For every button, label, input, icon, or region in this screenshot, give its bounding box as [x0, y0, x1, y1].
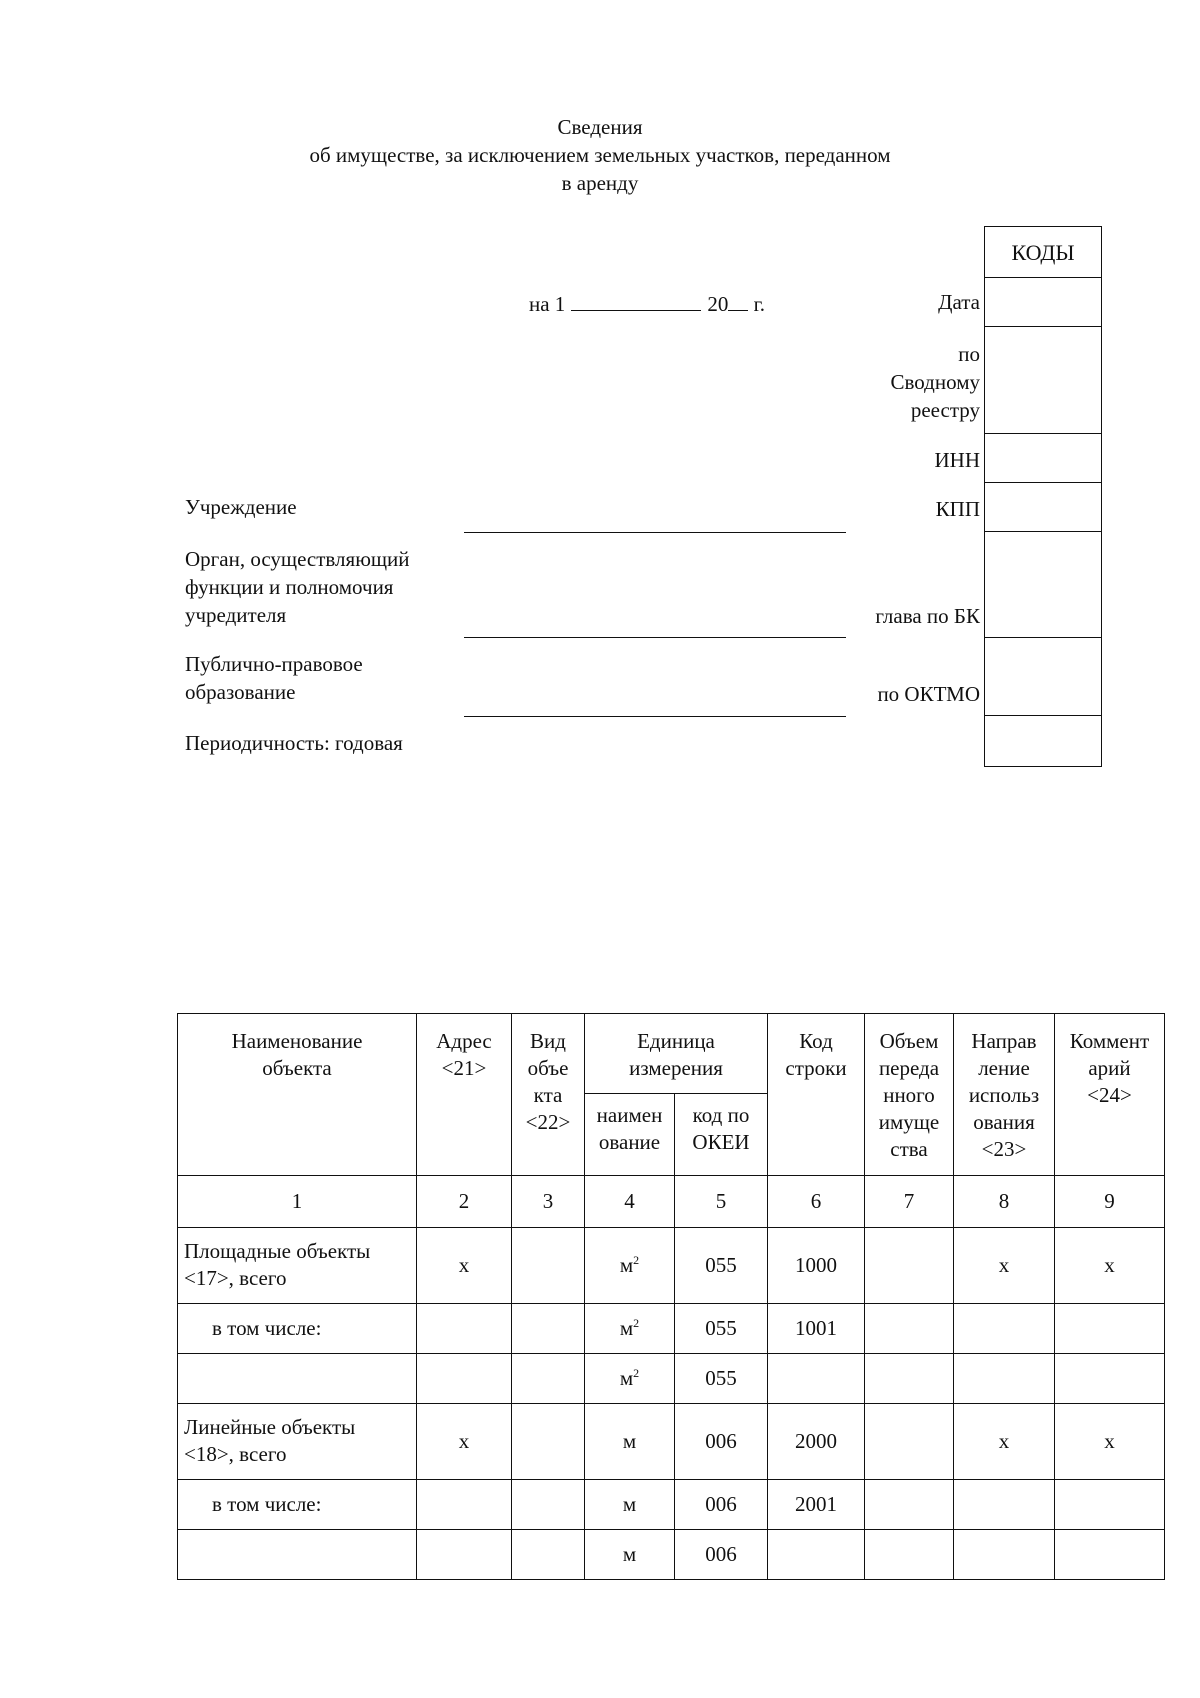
year-prefix: 20 — [707, 292, 729, 316]
row-okei: 055 — [675, 1354, 768, 1404]
header-name — [178, 1014, 417, 1176]
public-entity-label — [185, 650, 363, 706]
row-address: х — [417, 1404, 512, 1480]
row-volume[interactable] — [865, 1404, 954, 1480]
public-entity-label-line-1: Публично-правовое — [185, 652, 363, 676]
year-blank[interactable] — [728, 290, 748, 311]
code-cell-oktmo[interactable] — [985, 638, 1101, 716]
row-direction[interactable] — [954, 1480, 1055, 1530]
code-cell-date[interactable] — [985, 278, 1101, 327]
header-volume — [865, 1014, 954, 1176]
header-direction-line-2: ление — [978, 1056, 1030, 1080]
column-number: 2 — [417, 1176, 512, 1228]
row-name-line-2: <17>, всего — [184, 1266, 287, 1290]
row-okei: 006 — [675, 1530, 768, 1580]
codes-box — [984, 226, 1102, 767]
unit-text: м — [619, 1253, 634, 1277]
column-numbers-row — [178, 1176, 1165, 1228]
row-direction: х — [954, 1404, 1055, 1480]
row-okei: 006 — [675, 1404, 768, 1480]
row-code: 1000 — [768, 1228, 865, 1304]
header-type-line-1: Вид — [530, 1029, 566, 1053]
row-volume[interactable] — [865, 1228, 954, 1304]
header-unit-line-1: Единица — [637, 1029, 715, 1053]
row-object-type[interactable] — [512, 1228, 585, 1304]
unit-superscript: 2 — [633, 1253, 640, 1267]
column-number: 6 — [768, 1176, 865, 1228]
header-direction-line-3: использ — [968, 1083, 1040, 1107]
code-cell-periodicity[interactable] — [985, 716, 1101, 766]
header-unit-name-line-2: ование — [598, 1130, 661, 1154]
row-unit — [585, 1228, 675, 1304]
column-number: 4 — [585, 1176, 675, 1228]
row-direction: х — [954, 1228, 1055, 1304]
title-line-3: в аренду — [561, 171, 639, 195]
header-direction-line-5: <23> — [981, 1137, 1027, 1161]
row-object-type[interactable] — [512, 1530, 585, 1580]
header-comment-line-1: Коммент — [1069, 1029, 1150, 1053]
date-blank[interactable] — [571, 290, 701, 311]
row-comment[interactable] — [1055, 1354, 1165, 1404]
founder-label — [185, 545, 410, 629]
header-unit-line-2: измерения — [629, 1056, 723, 1080]
institution-label: Учреждение — [185, 495, 297, 519]
row-volume[interactable] — [865, 1480, 954, 1530]
header-object-type — [512, 1014, 585, 1176]
row-okei: 006 — [675, 1480, 768, 1530]
row-object-type[interactable] — [512, 1480, 585, 1530]
founder-label-line-3: учредителя — [185, 603, 287, 627]
header-code-line-1: Код — [799, 1029, 833, 1053]
row-name-line-1: Площадные объекты — [184, 1239, 371, 1263]
row-unit: м — [585, 1530, 675, 1580]
row-volume[interactable] — [865, 1354, 954, 1404]
row-unit — [585, 1354, 675, 1404]
row-okei: 055 — [675, 1304, 768, 1354]
founder-field[interactable] — [464, 637, 846, 638]
column-number: 5 — [675, 1176, 768, 1228]
row-code[interactable] — [768, 1354, 865, 1404]
codes-header: КОДЫ — [985, 227, 1101, 278]
header-volume-line-2: переда — [878, 1056, 940, 1080]
header-direction-line-4: ования — [973, 1110, 1035, 1134]
public-entity-field[interactable] — [464, 716, 846, 717]
row-code: 2001 — [768, 1480, 865, 1530]
unit-superscript: 2 — [633, 1366, 640, 1380]
row-comment[interactable] — [1055, 1304, 1165, 1354]
row-name-line-2: <18>, всего — [184, 1442, 287, 1466]
row-unit — [585, 1304, 675, 1354]
header-unit — [585, 1014, 768, 1094]
chapter-bk-label: глава по БК — [875, 604, 980, 628]
institution-field[interactable] — [464, 532, 846, 533]
registry-label-line-2: Сводному — [890, 370, 980, 394]
column-number: 8 — [954, 1176, 1055, 1228]
row-unit: м — [585, 1480, 675, 1530]
row-direction[interactable] — [954, 1354, 1055, 1404]
unit-superscript: 2 — [633, 1316, 640, 1330]
header-type-line-4: <22> — [525, 1110, 571, 1134]
table-header-row — [178, 1014, 1165, 1094]
row-address[interactable] — [417, 1530, 512, 1580]
header-volume-line-5: ства — [890, 1137, 928, 1161]
column-number: 7 — [865, 1176, 954, 1228]
unit-text: м — [619, 1366, 634, 1390]
row-direction[interactable] — [954, 1304, 1055, 1354]
period-prefix: на 1 — [529, 292, 566, 316]
row-object-type[interactable] — [512, 1304, 585, 1354]
row-volume[interactable] — [865, 1530, 954, 1580]
title-line-2: об имуществе, за исключением земельных участков, переданном — [309, 143, 891, 167]
row-name[interactable] — [178, 1354, 417, 1404]
header-address — [417, 1014, 512, 1176]
property-table — [177, 1013, 1165, 1580]
row-unit: м — [585, 1404, 675, 1480]
header-comment-line-3: <24> — [1087, 1083, 1132, 1107]
column-number: 9 — [1055, 1176, 1165, 1228]
registry-label — [800, 340, 980, 424]
header-volume-line-4: имуще — [878, 1110, 940, 1134]
report-date-line — [529, 290, 765, 317]
header-unit-name — [585, 1094, 675, 1176]
row-name — [178, 1404, 417, 1480]
code-cell-chapter-bk[interactable] — [985, 532, 1101, 638]
row-volume[interactable] — [865, 1304, 954, 1354]
row-code[interactable] — [768, 1530, 865, 1580]
header-row-code — [768, 1014, 865, 1176]
code-cell-inn[interactable] — [985, 434, 1101, 483]
table-row — [178, 1404, 1165, 1480]
code-cell-registry[interactable] — [985, 327, 1101, 434]
header-comment-line-2: арий — [1088, 1056, 1131, 1080]
row-code: 2000 — [768, 1404, 865, 1480]
row-object-type[interactable] — [512, 1354, 585, 1404]
header-type-line-3: кта — [533, 1083, 563, 1107]
oktmo-label: по ОКТМО — [877, 682, 980, 706]
row-address[interactable] — [417, 1480, 512, 1530]
kpp-label: КПП — [935, 497, 980, 521]
header-address-line-1: Адрес — [436, 1029, 492, 1053]
unit-text: м — [619, 1316, 634, 1340]
row-address[interactable] — [417, 1304, 512, 1354]
title-line-1: Сведения — [557, 115, 643, 139]
row-comment[interactable] — [1055, 1480, 1165, 1530]
header-code-line-2: строки — [785, 1056, 847, 1080]
inn-label: ИНН — [934, 448, 980, 472]
header-name-line-2: объекта — [262, 1056, 332, 1080]
row-name: в том числе: — [178, 1304, 417, 1354]
row-name: в том числе: — [178, 1480, 417, 1530]
founder-label-line-1: Орган, осуществляющий — [185, 547, 410, 571]
registry-label-line-1: по — [958, 342, 980, 366]
founder-label-line-2: функции и полномочия — [185, 575, 394, 599]
row-comment[interactable] — [1055, 1530, 1165, 1580]
header-direction-line-1: Направ — [971, 1029, 1037, 1053]
header-direction — [954, 1014, 1055, 1176]
header-name-line-1: Наименование — [231, 1029, 363, 1053]
table-row — [178, 1354, 1165, 1404]
header-type-line-2: объе — [527, 1056, 569, 1080]
row-address[interactable] — [417, 1354, 512, 1404]
row-object-type[interactable] — [512, 1404, 585, 1480]
table-row — [178, 1228, 1165, 1304]
row-address: х — [417, 1228, 512, 1304]
header-address-line-2: <21> — [441, 1056, 487, 1080]
row-comment: х — [1055, 1228, 1165, 1304]
row-comment: х — [1055, 1404, 1165, 1480]
periodicity-label: Периодичность: годовая — [185, 731, 403, 755]
row-name — [178, 1228, 417, 1304]
document-title — [0, 113, 1200, 197]
row-name-line-1: Линейные объекты — [184, 1415, 356, 1439]
header-volume-line-1: Объем — [879, 1029, 939, 1053]
header-volume-line-3: нного — [883, 1083, 935, 1107]
header-okei — [675, 1094, 768, 1176]
public-entity-label-line-2: образование — [185, 680, 296, 704]
table-row — [178, 1480, 1165, 1530]
year-suffix: г. — [753, 292, 766, 316]
header-comment — [1055, 1014, 1165, 1176]
column-number: 1 — [178, 1176, 417, 1228]
row-name[interactable] — [178, 1530, 417, 1580]
header-okei-line-1: код по — [692, 1103, 750, 1127]
code-cell-kpp[interactable] — [985, 483, 1101, 532]
registry-label-line-3: реестру — [910, 398, 980, 422]
header-okei-line-2: ОКЕИ — [692, 1130, 750, 1154]
row-okei: 055 — [675, 1228, 768, 1304]
row-direction[interactable] — [954, 1530, 1055, 1580]
date-label: Дата — [938, 290, 980, 314]
row-code: 1001 — [768, 1304, 865, 1354]
header-unit-name-line-1: наимен — [596, 1103, 663, 1127]
table-row — [178, 1304, 1165, 1354]
table-row — [178, 1530, 1165, 1580]
column-number: 3 — [512, 1176, 585, 1228]
